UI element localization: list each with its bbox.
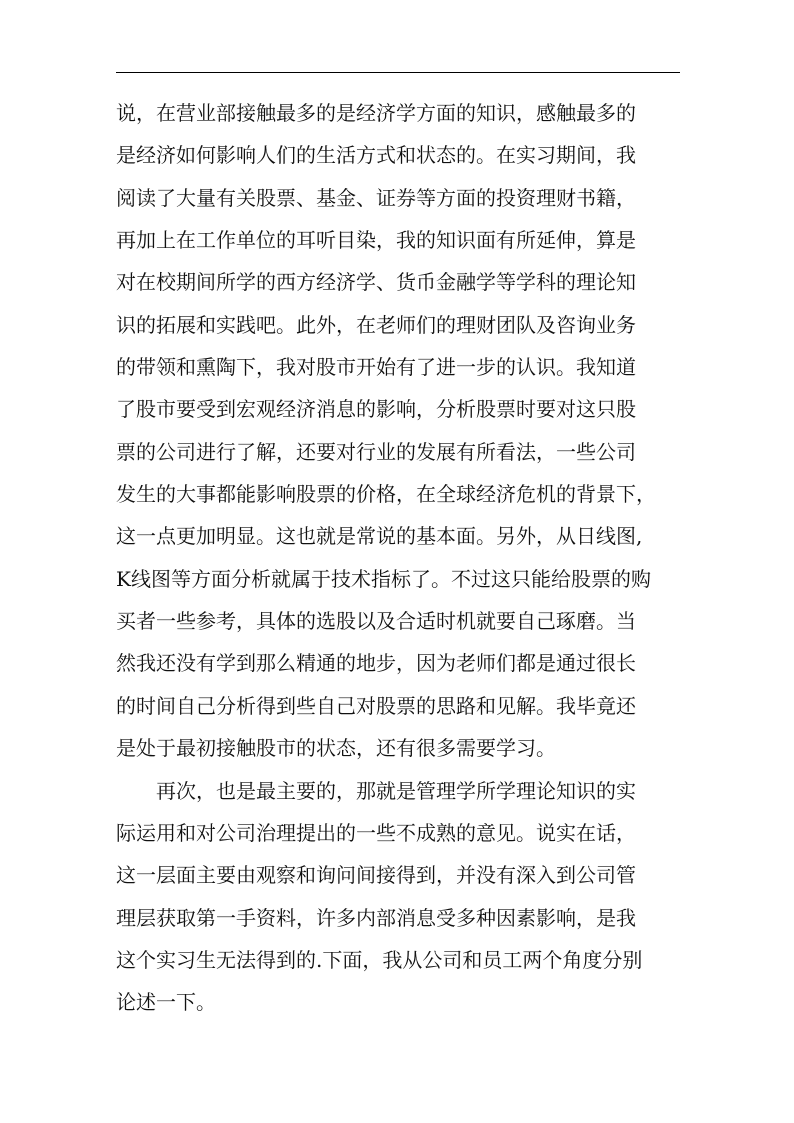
text-line: 论述一下。: [116, 990, 216, 1015]
text-line: 理层获取第一手资料，许多内部消息受多种因素影响，是我: [116, 905, 636, 930]
text-line: 再次，也是最主要的，那就是管理学所学理论知识的实: [116, 778, 636, 803]
paragraph: [116, 92, 686, 770]
document-body: [116, 92, 686, 1024]
text-line: 阅读了大量有关股票、基金、证券等方面的投资理财书籍，: [116, 185, 636, 210]
text-line: 这一点更加明显。这也就是常说的基本面。另外，从日线图,: [116, 524, 643, 549]
text-line: K线图等方面分析就属于技术指标了。不过这只能给股票的购: [116, 566, 651, 591]
text-line: 际运用和对公司治理提出的一些不成熟的意见。说实在话，: [116, 820, 636, 845]
text-line: 是处于最初接触股市的状态，还有很多需要学习。: [116, 736, 556, 761]
text-line: 然我还没有学到那么精通的地步，因为老师们都是通过很长: [116, 651, 636, 676]
paragraph: [116, 770, 686, 1024]
text-line: 了股市要受到宏观经济消息的影响，分析股票时要对这只股: [116, 397, 636, 422]
text-line: 发生的大事都能影响股票的价格，在全球经济危机的背景下，: [116, 482, 656, 507]
text-line: 买者一些参考，具体的选股以及合适时机就要自己琢磨。当: [116, 609, 636, 634]
text-line: 这一层面主要由观察和询问间接得到，并没有深入到公司管: [116, 863, 636, 888]
header-rule: [116, 72, 680, 73]
text-line: 识的拓展和实践吧。此外，在老师们的理财团队及咨询业务: [116, 312, 636, 337]
text-line: 票的公司进行了解，还要对行业的发展有所看法，一些公司: [116, 439, 636, 464]
text-line: 对在校期间所学的西方经济学、货币金融学等学科的理论知: [116, 270, 636, 295]
text-line: 的时间自己分析得到些自己对股票的思路和见解。我毕竟还: [116, 693, 636, 718]
text-line: 说，在营业部接触最多的是经济学方面的知识，感触最多的: [116, 101, 636, 125]
text-line: 再加上在工作单位的耳听目染，我的知识面有所延伸，算是: [116, 228, 636, 253]
text-line: 这个实习生无法得到的.下面，我从公司和员工两个角度分别: [116, 947, 643, 972]
text-line: 是经济如何影响人们的生活方式和状态的。在实习期间，我: [116, 143, 636, 168]
text-line: 的带领和熏陶下，我对股市开始有了进一步的认识。我知道: [116, 355, 636, 380]
